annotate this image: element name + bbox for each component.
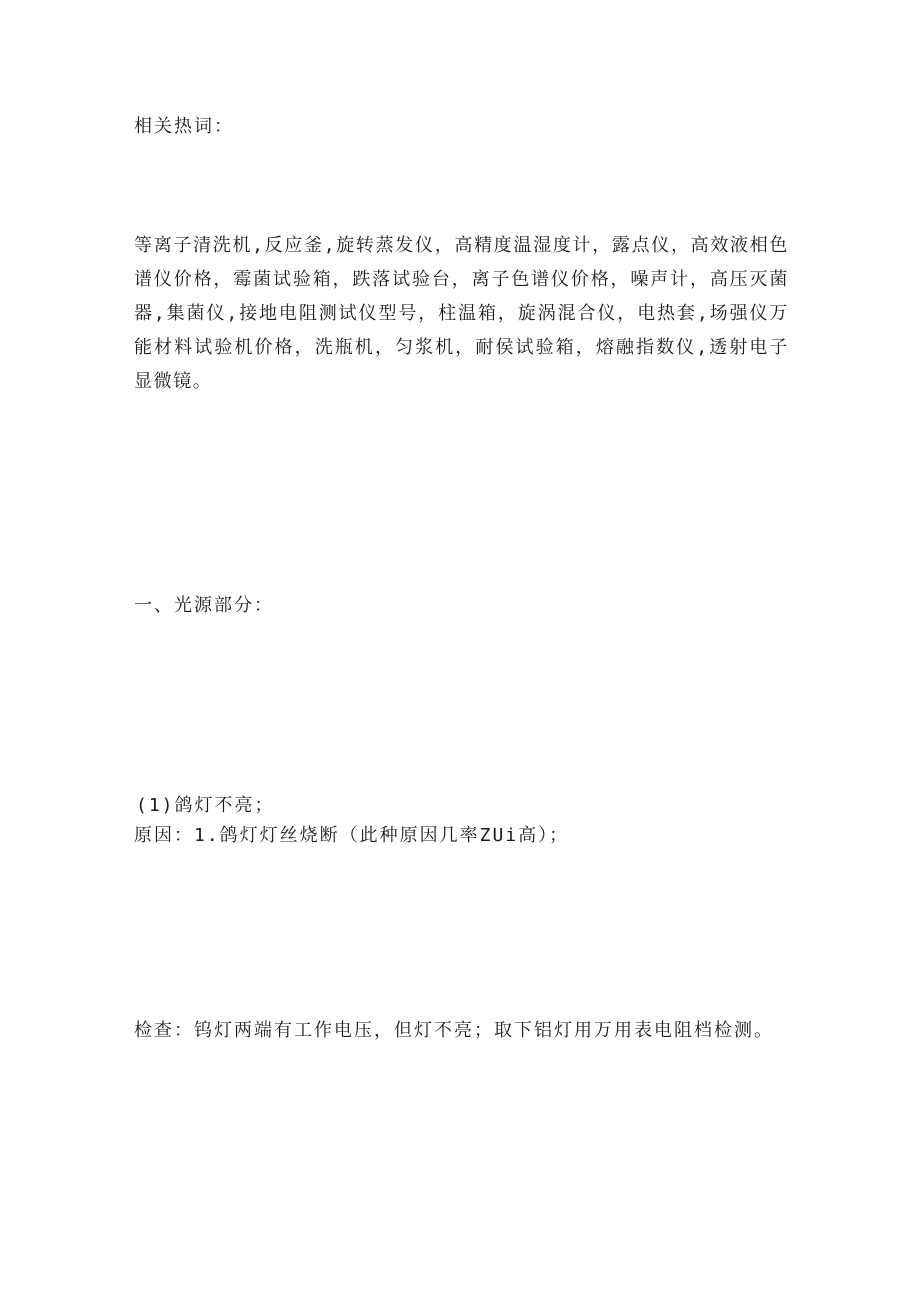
hot-words-paragraph: 等离子清洗机,反应釜,旋转蒸发仪，高精度温湿度计，露点仪，高效液相色谱仪价格，霉菌试验箱，跌落试验台，离子色谱仪价格，噪声计，高压灭菌器,集菌仪,接地电阻测试仪型号，柱温箱，旋涡混合仪，电热套,场强仪万能材料试验机价格，洗瓶机，匀浆机，耐侯试验箱，熔融指数仪,透射电子显微镜。 xyxy=(134,235,789,392)
item-heading: (1)鸽灯不亮； xyxy=(136,795,275,816)
cause-line: 原因：1.鸽灯灯丝烧断（此种原因几率ZUi高）； xyxy=(134,825,570,846)
check-line: 检查：钨灯两端有工作电压，但灯不亮；取下铝灯用万用表电阻档检测。 xyxy=(134,1020,774,1041)
hot-words-label: 相关热词： xyxy=(134,116,234,137)
section-heading: 一、光源部分： xyxy=(134,595,274,616)
